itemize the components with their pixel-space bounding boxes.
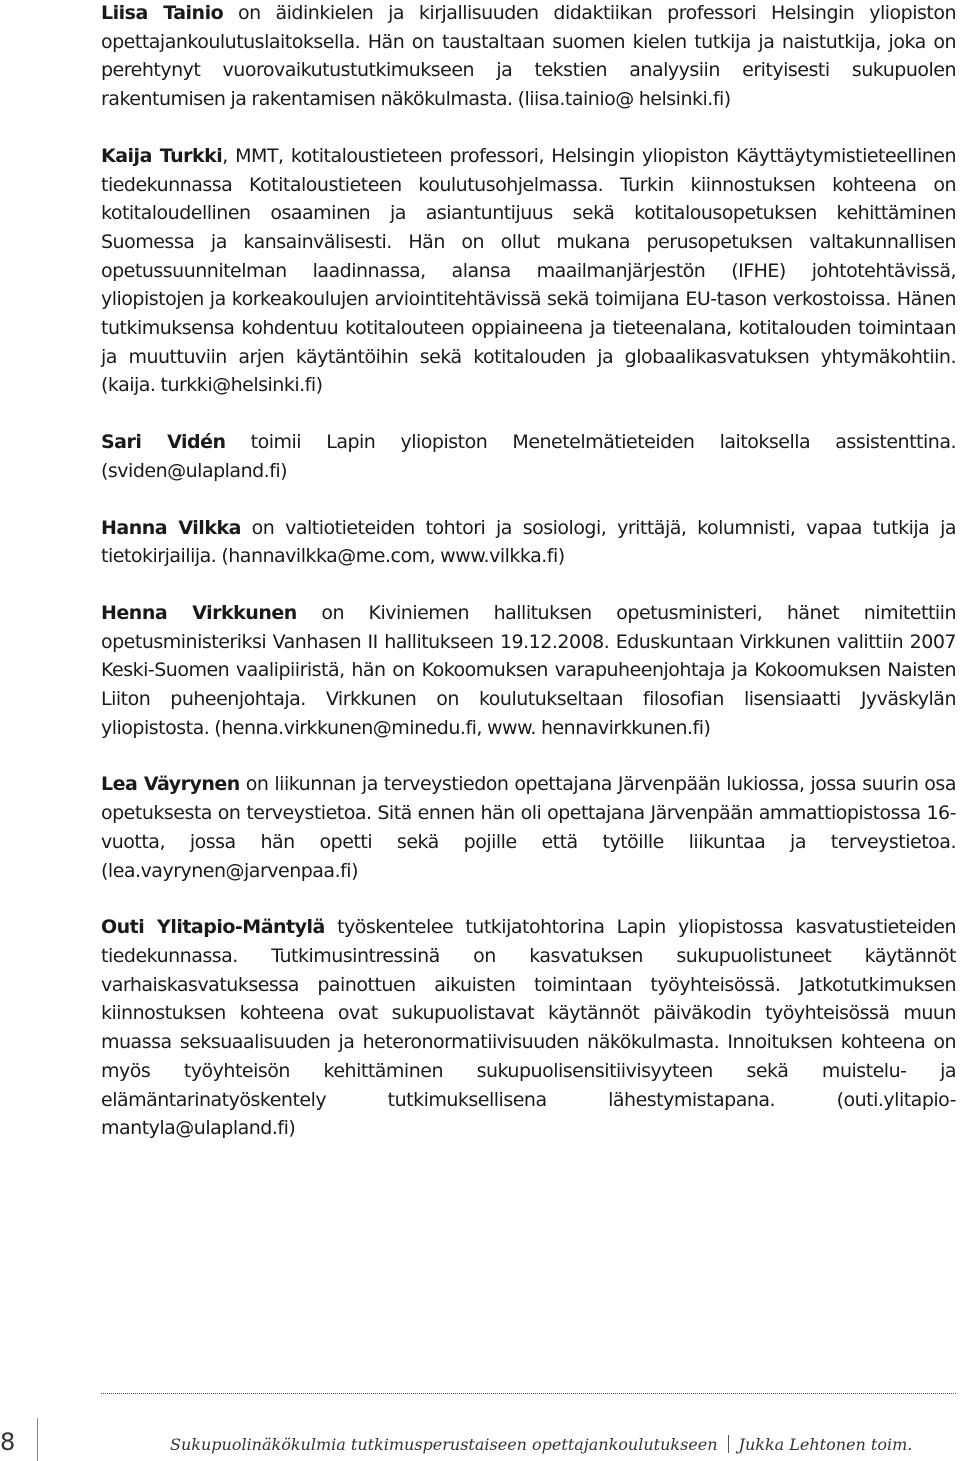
- contributor-bio: työskentelee tutkijatohtorina Lapin yliopistossa kasvatustieteiden tiedekunnassa. Tutkimusintressinä on kasvatuksen sukupuolistuneet käytännöt varhaiskasvatuksessa painottuen aikuisten toimintaan työyhteisössä. Jatkotutkimuksen kiinnostuksen kohteena ovat sukupuolistavat käytännöt päiväkodin työyhteisössä muun muassa seksuaalisuuden ja heteronormatiivisuuden näkökulmasta. Innoituksen kohteena on myös työyhteisön kehittäminen sukupuolisensitiivisyyteen sekä muistelu- ja elämäntarinatyöskentely tutkimuksellisena lähestymistapana. (outi.ylitapio-mantyla@ulapland.fi): [101, 916, 956, 1140]
- page-number: 8: [0, 1428, 16, 1456]
- contributor-name: Henna Virkkunen: [101, 601, 297, 624]
- footer-separator: [728, 1435, 729, 1453]
- footer-dotted-rule: [101, 1393, 956, 1394]
- contributor-name: Sari Vidén: [101, 431, 226, 454]
- contributor-bio: on Kiviniemen hallituksen opetusministeri, hänet nimitettiin opetusministeriksi Vanhasen II hallitukseen 19.12.2008. Eduskuntaan Virkkunen valittiin 2007 Keski-Suomen vaalipiiristä, hän on Kokoomuksen varapuheenjohtaja ja Kokoomuksen Naisten Liiton puheenjohtaja. Virkkunen on koulutukseltaan filosofian lisensiaatti Jyväskylän yliopistosta. (henna.virkkunen@minedu.fi, www. hennavirkkunen.fi): [101, 601, 956, 739]
- contributor-entry: [101, 142, 956, 400]
- contributor-name: Outi Ylitapio-Mäntylä: [101, 916, 325, 939]
- contributor-bio: on valtiotieteiden tohtori ja sosiologi, yrittäjä, kolumnisti, vapaa tutkija ja tietokirjailija. (hannavilkka@me.com, www.vilkka.fi): [101, 516, 956, 568]
- contributor-entry: [101, 428, 956, 485]
- book-editor: Jukka Lehtonen toim.: [738, 1435, 913, 1454]
- contributor-entry: [101, 599, 956, 743]
- contributors-list: [101, 0, 956, 1171]
- contributor-entry: [101, 770, 956, 885]
- contributor-name: Kaija Turkki: [101, 144, 223, 167]
- contributor-name: Lea Väyrynen: [101, 773, 240, 796]
- contributor-name: Hanna Vilkka: [101, 516, 241, 539]
- contributor-entry: [101, 913, 956, 1143]
- contributor-bio: , MMT, kotitaloustieteen professori, Helsingin yliopiston Käyttäytymistieteellinen tiedekunnassa Kotitaloustieteen koulutusohjelmassa. Turkin kiinnostuksen kohteena on kotitaloudellinen osaaminen ja asiantuntijuus sekä kotitalousopetuksen kehittäminen Suomessa ja kansainvälisesti. Hän on ollut mukana perusopetuksen valtakunnallisen opetussuunnitelman laadinnassa, alansa maailmanjärjestön (IFHE) johtotehtävissä, yliopistojen ja korkeakoulujen arviointitehtävissä sekä toimijana EU-tason verkostoissa. Hänen tutkimuksensa kohdentuu kotitalouteen oppiaineena ja tieteenalana, kotitalouden toimintaan ja muuttuviin arjen käytäntöihin sekä kotitalouden ja globaalikasvatuksen yhtymäkohtiin. (kaija. turkki@helsinki.fi): [101, 144, 956, 397]
- book-title: Sukupuolinäkökulmia tutkimusperustaiseen opettajankoulutukseen: [170, 1435, 718, 1454]
- page-number-divider: [37, 1418, 38, 1461]
- contributor-bio: toimii Lapin yliopiston Menetelmätieteiden laitoksella assistenttina. (sviden@ulapland.fi): [101, 431, 956, 482]
- contributor-bio: on äidinkielen ja kirjallisuuden didaktiikan professori Helsingin yliopiston opettajankoulutuslaitoksella. Hän on taustaltaan suomen kielen tutkija ja naistutkija, joka on perehtynyt vuorovaikutustutkimukseen ja tekstien analyysiin erityisesti sukupuolen rakentumisen ja rakentamisen näkökulmasta. (liisa.tainio@ helsinki.fi): [101, 2, 956, 111]
- contributor-name: Liisa Tainio: [101, 2, 224, 24]
- contributor-entry: [101, 514, 956, 571]
- contributor-bio: on liikunnan ja terveystiedon opettajana Järvenpään lukiossa, jossa suurin osa opetuksesta on terveystietoa. Sitä ennen hän oli opettajana Järvenpään ammattiopistossa 16- vuotta, jossa hän opetti sekä pojille että tytöille liikuntaa ja terveystietoa. (lea.vayrynen@jarvenpaa.fi): [101, 773, 956, 882]
- contributor-entry: [101, 0, 956, 114]
- running-footer: [170, 1435, 912, 1454]
